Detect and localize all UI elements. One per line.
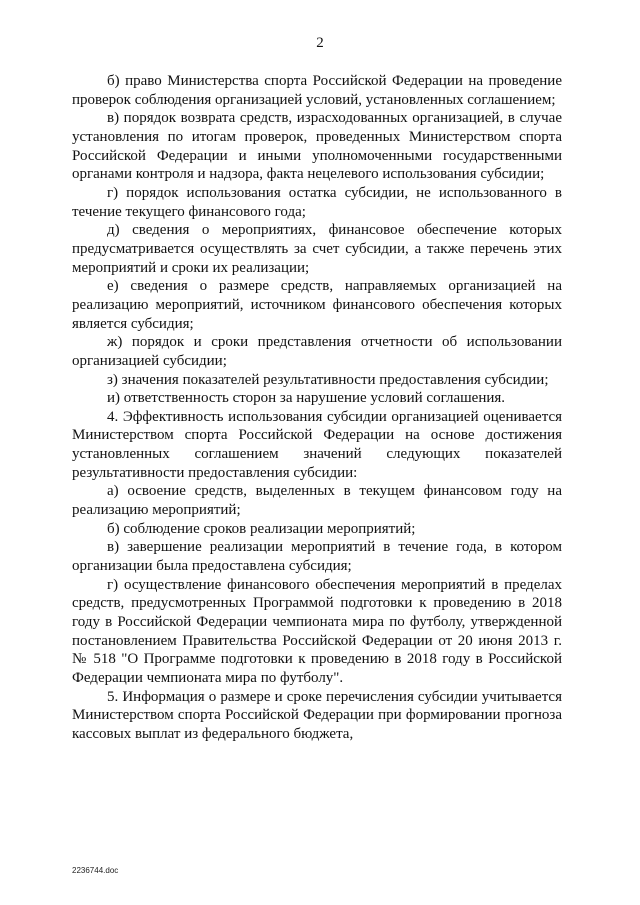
paragraph-item-d: д) сведения о мероприятиях, финансовое обеспечение которых предусматривается осуществлять за счет субсидии, а также перечень этих мероприятий и сроки их реализации; (72, 222, 562, 276)
paragraph-item-b2: б) соблюдение сроков реализации мероприятий; (107, 520, 416, 537)
paragraph-section-4: 4. Эффективность использования субсидии организацией оценивается Министерством спорта Российской Федерации на основе достижения установленных соглашением значений следующих показателей результативности предоставления субсидии: (72, 408, 562, 481)
paragraph-item-v: в) порядок возврата средств, израсходованных организацией, в случае установления по итогам проверок, проведенных Министерством спорта Российской Федерации и иными уполномоченными государственными органами контроля и надзора, факта нецелевого использования субсидии; (72, 110, 562, 183)
footer-file-code: 2236744.doc (72, 866, 119, 875)
paragraph-item-a: а) освоение средств, выделенных в текущем финансовом году на реализацию мероприятий; (72, 483, 562, 519)
document-body (72, 72, 562, 744)
paragraph-item-e: е) сведения о размере средств, направляемых организацией на реализацию мероприятий, источником финансового обеспечения которых является субсидия; (72, 278, 562, 332)
paragraph-item-v2: в) завершение реализации мероприятий в течение года, в котором организации была предоставлена субсидия; (72, 539, 562, 575)
paragraph-item-b: б) право Министерства спорта Российской Федерации на проведение проверок соблюдения организацией условий, установленных соглашением; (72, 73, 562, 108)
paragraph-item-g: г) порядок использования остатка субсидии, не использованного в течение текущего финансового года; (72, 184, 562, 220)
paragraph-section-5: 5. Информация о размере и сроке перечисления субсидии учитывается Министерством спорта Российской Федерации при формировании прогноза кассовых выплат из федерального бюджета, (72, 688, 562, 742)
paragraph-item-zh: ж) порядок и сроки представления отчетности об использовании организацией субсидии; (72, 334, 562, 369)
paragraph-item-z: з) значения показателей результативности предоставления субсидии; (107, 371, 549, 388)
page-number: 2 (316, 35, 324, 51)
paragraph-item-i: и) ответственность сторон за нарушение условий соглашения. (107, 390, 506, 407)
paragraph-item-g2: г) осуществление финансового обеспечения мероприятий в пределах средств, предусмотренных Программой подготовки к проведению в 2018 году в Российской Федерации чемпионата мира по футболу, утвержденной постановлением Правительства Российской Федерации от 20 июня 2013 г. № 518 "О Программе подготовки к проведению в 2018 году в Российской Федерации чемпионата мира по футболу". (72, 576, 562, 686)
